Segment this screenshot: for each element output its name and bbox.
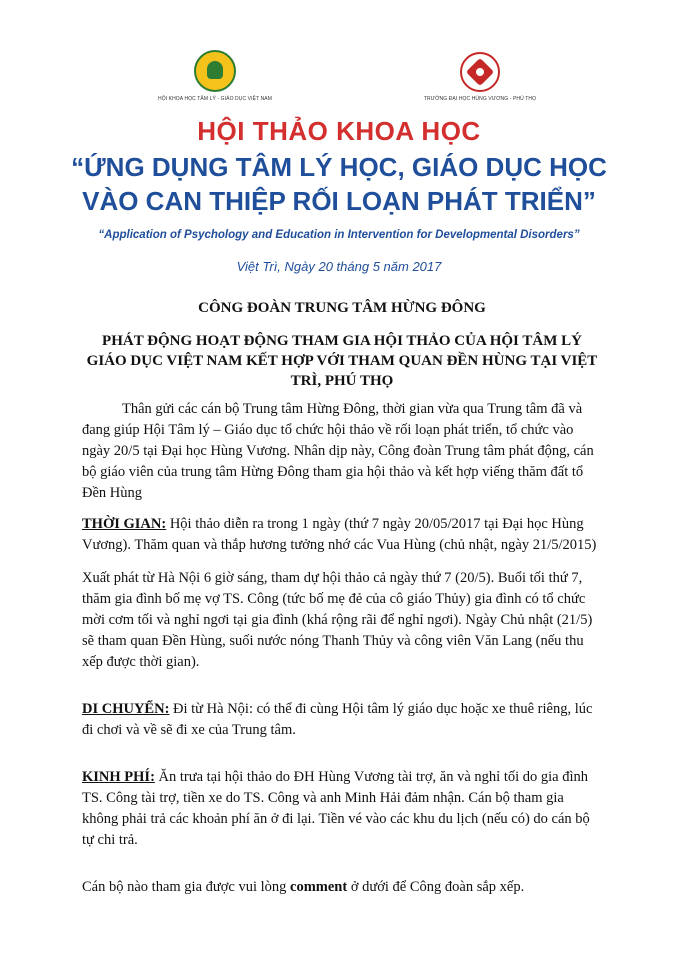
cost-section: [82, 767, 602, 851]
conference-banner: [0, 0, 678, 292]
closing-text-end: ở dưới để Công đoàn sắp xếp.: [347, 879, 525, 895]
association-emblem-icon: [194, 50, 236, 92]
association-logo-caption: HỘI KHOA HỌC TÂM LÝ - GIÁO DỤC VIỆT NAM: [157, 96, 272, 102]
cost-text: Ăn trưa tại hội thảo do ĐH Hùng Vương tài trợ, ăn và nghỉ tối do gia đình TS. Công tài trợ, tiền xe do TS. Công và anh Minh Hải đảm nhận. Cán bộ tham gia không phải trả các khoản phí ăn ở đi lại. Tiền vé vào các khu du lịch (nếu có) do cán bộ tự chi trả.: [82, 769, 590, 848]
schedule-paragraph: Xuất phát từ Hà Nội 6 giờ sáng, tham dự hội thảo cả ngày thứ 7 (20/5). Buổi tối thứ 7, thăm gia đình bố mẹ vợ TS. Công (tức bố mẹ đẻ của cô giáo Thủy) gia đình có tổ chức mời cơm tối và nghỉ ngơi tại gia đình (khá rộng rãi để nghỉ ngơi). Ngày Chủ nhật (21/5) sẽ tham quan Đền Hùng, suối nước nóng Thanh Thủy và công viên Văn Lang (nếu thu xếp được thời gian).: [82, 570, 593, 670]
transport-section: [82, 699, 602, 741]
time-label: THỜI GIAN:: [82, 516, 167, 532]
closing-paragraph: [82, 877, 602, 898]
banner-date: Việt Trì, Ngày 20 tháng 5 năm 2017: [236, 259, 442, 274]
transport-label: DI CHUYỂN:: [82, 701, 170, 717]
association-logo: [150, 50, 280, 102]
university-emblem-icon: [460, 52, 500, 92]
university-logo-caption: TRƯỜNG ĐẠI HỌC HÙNG VƯƠNG - PHÚ THỌ: [423, 96, 537, 102]
university-logo: [412, 52, 548, 102]
intro-paragraph: Thân gửi các cán bộ Trung tâm Hừng Đông, thời gian vừa qua Trung tâm đã và đang giúp Hội Tâm lý – Giáo dục tổ chức hội thảo về rối loạn phát triển, tổ chức vào ngày 20/5 tại Đại học Hùng Vương. Nhân dịp này, Công đoàn Trung tâm phát động, cán bộ giáo viên của trung tâm Hừng Đông tham gia hội thảo và kết hợp viếng thăm đất tổ Đền Hùng: [82, 401, 594, 501]
document-heading: CÔNG ĐOÀN TRUNG TÂM HỪNG ĐÔNG: [198, 300, 486, 316]
banner-theme-line-2: VÀO CAN THIỆP RỐI LOẠN PHÁT TRIỂN”: [82, 186, 596, 216]
closing-text-start: Cán bộ nào tham gia được vui lòng: [82, 879, 291, 895]
document-subheading: PHÁT ĐỘNG HOẠT ĐỘNG THAM GIA HỘI THẢO CỦA HỘI TÂM LÝ GIÁO DỤC VIỆT NAM KẾT HỢP VỚI THAM QUAN ĐỀN HÙNG TẠI VIỆT TRÌ, PHÚ THỌ: [86, 333, 598, 389]
banner-title: HỘI THẢO KHOA HỌC: [197, 116, 481, 146]
time-text: Hội thảo diễn ra trong 1 ngày (thứ 7 ngày 20/05/2017 tại Đại học Hùng Vương). Thăm quan và thắp hương tưởng nhớ các Vua Hùng (chủ nhật, ngày 21/5/2015): [82, 516, 597, 553]
transport-text: Đi từ Hà Nội: có thể đi cùng Hội tâm lý giáo dục hoặc xe thuê riêng, lúc đi chơi và về sẽ đi xe của Trung tâm.: [82, 701, 593, 738]
announcement-body: [82, 298, 602, 898]
comment-keyword: comment: [290, 879, 348, 895]
time-section: [82, 514, 602, 556]
banner-english-subtitle: “Application of Psychology and Education in Intervention for Developmental Disorders”: [98, 229, 580, 241]
cost-label: KINH PHÍ:: [82, 769, 155, 785]
banner-theme-line-1: “ỨNG DỤNG TÂM LÝ HỌC, GIÁO DỤC HỌC: [71, 152, 607, 182]
